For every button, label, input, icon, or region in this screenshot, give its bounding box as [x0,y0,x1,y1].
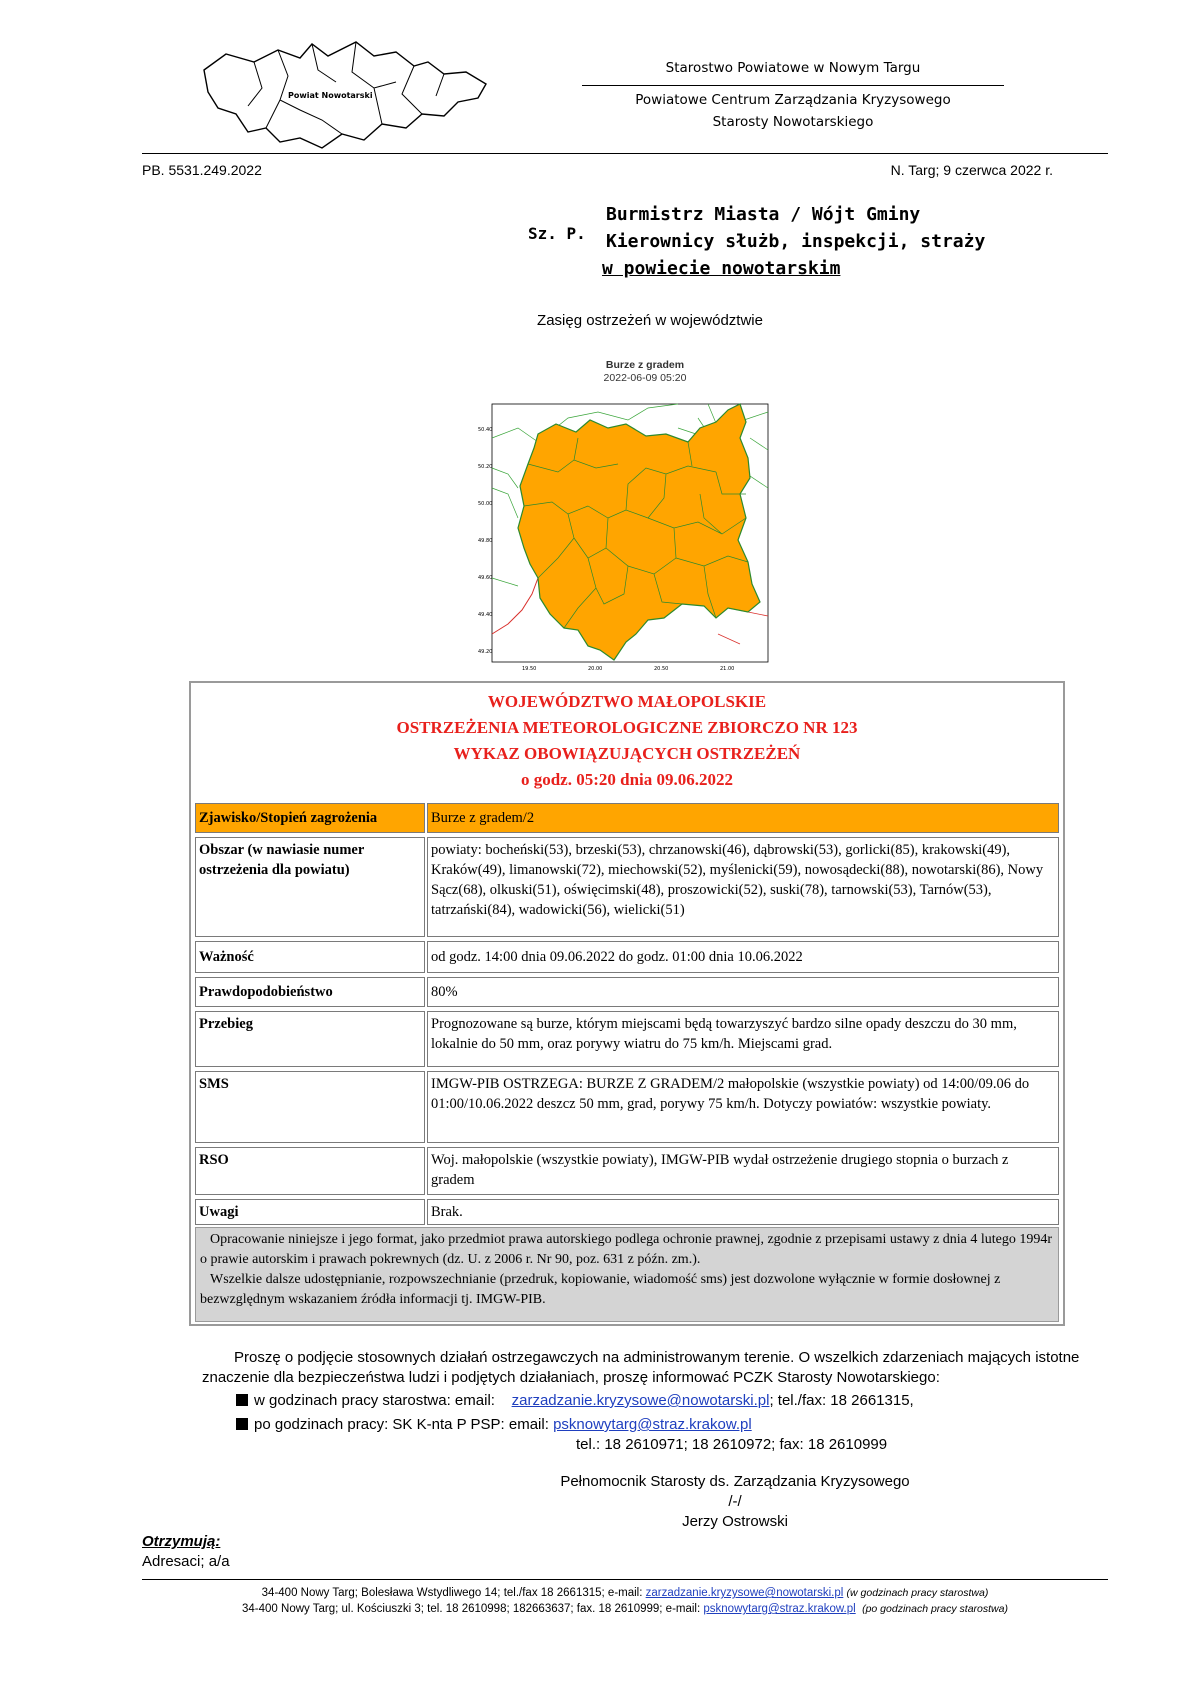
fire-service-email-link[interactable]: psknowytarg@straz.krakow.pl [553,1416,752,1433]
map-timestamp: 2022-06-09 05:20 [603,372,687,384]
recipient-line-3: w powiecie nowotarskim [602,258,841,279]
contact-office-hours [236,1391,914,1411]
warning-title-time: o godz. 05:20 dnia 09.06.2022 [520,770,734,789]
row-label-probability: Prawdopodobieństwo [195,977,425,1007]
header-divider [582,85,1004,86]
department-name: Powiatowe Centrum Zarządzania Kryzysowego [635,92,951,108]
lon-tick: 20.50 [654,666,669,672]
footer-email-link-1[interactable]: zarzadzanie.kryzysowe@nowotarski.pl [645,1587,844,1599]
letterhead-rule [142,153,1108,154]
contact-after-hours [236,1415,752,1435]
lon-tick: 21.00 [720,666,735,672]
footer-email-link-2[interactable]: psknowytarg@straz.krakow.pl [703,1603,856,1615]
row-label-remarks: Uwagi [195,1199,425,1225]
footer-rule [142,1579,1108,1580]
map-title: Burze z gradem [605,359,685,371]
footer-address-2: 34-400 Nowy Targ; ul. Kościuszki 3; tel. 18 2610998; 182663637; fax. 18 2610999; e-mail: [242,1603,701,1615]
lat-tick: 49.20 [478,649,493,655]
row-label-sms: SMS [195,1071,425,1143]
distribution-label: Otrzymują: [142,1533,221,1550]
warning-area-map [478,398,778,672]
row-label-validity: Ważność [195,941,425,973]
distribution-list: Adresaci; a/a [142,1553,230,1570]
office-email-link[interactable]: zarzadzanie.kryzysowe@nowotarski.pl [511,1392,770,1409]
contact-office-phone: ; tel./fax: 18 2661315, [769,1392,914,1409]
office-name: Starostwo Powiatowe w Nowym Targu [665,60,921,76]
row-value-course: Prognozowane są burze, którym miejscami będą towarzyszyć bardzo silne opady deszczu do 30 mm, lokalnie do 50 mm, oraz porywy wiatru do 75 km/h. Miejscami grad. [427,1011,1059,1067]
lat-tick: 50.20 [478,464,493,470]
row-value-remarks: Brak. [427,1199,1059,1225]
signatory-role: Pełnomocnik Starosty ds. Zarządzania Kryzysowego [560,1473,910,1490]
signatory-name: Jerzy Ostrowski [682,1513,788,1530]
row-label-course: Przebieg [195,1011,425,1067]
warning-header [191,689,1063,793]
contact-office-label: w godzinach pracy starostwa: email: [254,1392,495,1409]
lat-tick: 49.80 [478,538,493,544]
county-map-logo [196,36,496,154]
row-value-area: powiaty: bocheński(53), brzeski(53), chrzanowski(46), dąbrowski(53), gorlicki(85), krakowski(49), Kraków(49), limanowski(72), miechowski(52), myślenicki(59), nowosądecki(88), nowotarski(86), Nowy Sącz(68), olkuski(51), oświęcimski(48), proszowicki(52), suski(78), tarnowski(53), Tarnów(53), tatrzański(84), wadowicki(56), wielicki(51) [427,837,1059,937]
row-label-phenomenon: Zjawisko/Stopień zagrożenia [195,803,425,833]
map-heading: Zasięg ostrzeżeń w województwie [537,312,763,329]
warning-title-summary: OSTRZEŻENIA METEOROLOGICZNE ZBIORCZO NR 123 [396,718,858,737]
salutation: Sz. P. [528,224,586,243]
bullet-square-icon [236,1418,248,1430]
contact-after-label: po godzinach pracy: SK K-nta P PSP: email: [254,1416,549,1433]
footer-line-1 [142,1587,1108,1599]
footer-note-1: (w godzinach pracy starostwa) [846,1587,989,1599]
recipient-line-2: Kierownicy służb, inspekcji, straży [606,231,986,252]
footer-note-2: (po godzinach pracy starostwa) [862,1603,1008,1615]
warning-table [189,681,1065,1326]
lat-tick: 50.00 [478,501,493,507]
row-value-rso: Woj. małopolskie (wszystkie powiaty), IMGW-PIB wydał ostrzeżenie drugiego stopnia o burzach z gradem [427,1147,1059,1195]
row-label-area: Obszar (w nawiasie numer ostrzeżenia dla powiatu) [195,837,425,937]
warning-title-list: WYKAZ OBOWIĄZUJĄCYCH OSTRZEŻEŃ [453,744,801,763]
lon-tick: 19.50 [522,666,537,672]
date-place: N. Targ; 9 czerwca 2022 r. [890,162,1053,178]
row-value-validity: od godz. 14:00 dnia 09.06.2022 do godz. 01:00 dnia 10.06.2022 [427,941,1059,973]
footer-line-2 [142,1603,1108,1615]
row-label-rso: RSO [195,1147,425,1195]
recipient-line-1: Burmistrz Miasta / Wójt Gminy [606,204,921,225]
warning-title-region: WOJEWÓDZTWO MAŁOPOLSKIE [487,692,767,711]
lat-tick: 50.40 [478,427,493,433]
copyright-paragraph-2: Wszelkie dalsze udostępnianie, rozpowszechnianie (przedruk, kopiowanie, wiadomość sms) jest dozwolone wyłącznie w formie dosłownej z bezwzględnym wskazaniem źródła informacji tj. IMGW-PIB. [200,1272,1001,1307]
lat-tick: 49.40 [478,612,493,618]
bullet-square-icon [236,1394,248,1406]
copyright-paragraph-1: Opracowanie niniejsze i jego format, jako przedmiot prawa autorskiego podlega ochronie prawnej, zgodnie z przepisami ustawy z dnia 4 lutego 1994r o prawie autorskim i prawach pokrewnych (dz. U. z 2006 r. Nr 90, poz. 631 z późn. zm.). [200,1232,1053,1267]
copyright-note [195,1227,1059,1322]
lon-tick: 20.00 [588,666,603,672]
county-map-label: Powiat Nowotarski [288,91,373,100]
reference-number: PB. 5531.249.2022 [142,162,262,178]
fire-service-phones: tel.: 18 2610971; 18 2610972; fax: 18 2610999 [576,1436,888,1453]
instruction-paragraph: Proszę o podjęcie stosownych działań ostrzegawczych na administrowanym terenie. O wszelkich zdarzeniach mających istotne znaczenie dla bezpieczeństwa ludzi i podjętych działaniach, proszę informować PCZK Starosty Nowotarskiego: [202,1349,1080,1386]
footer-address-1: 34-400 Nowy Targ; Bolesława Wstydliwego 14; tel./fax 18 2661315; e-mail: [261,1587,643,1599]
department-subname: Starosty Nowotarskiego [712,114,874,130]
row-value-probability: 80% [427,977,1059,1007]
row-value-sms: IMGW-PIB OSTRZEGA: BURZE Z GRADEM/2 małopolskie (wszystkie powiaty) od 14:00/09.06 do 01:00/10.06.2022 deszcz 50 mm, grad, porywy 75 km/h. Dotyczy powiatów: wszystkie powiaty. [427,1071,1059,1143]
lat-tick: 49.60 [478,575,493,581]
row-value-phenomenon: Burze z gradem/2 [427,803,1059,833]
signature-mark: /-/ [728,1493,742,1510]
